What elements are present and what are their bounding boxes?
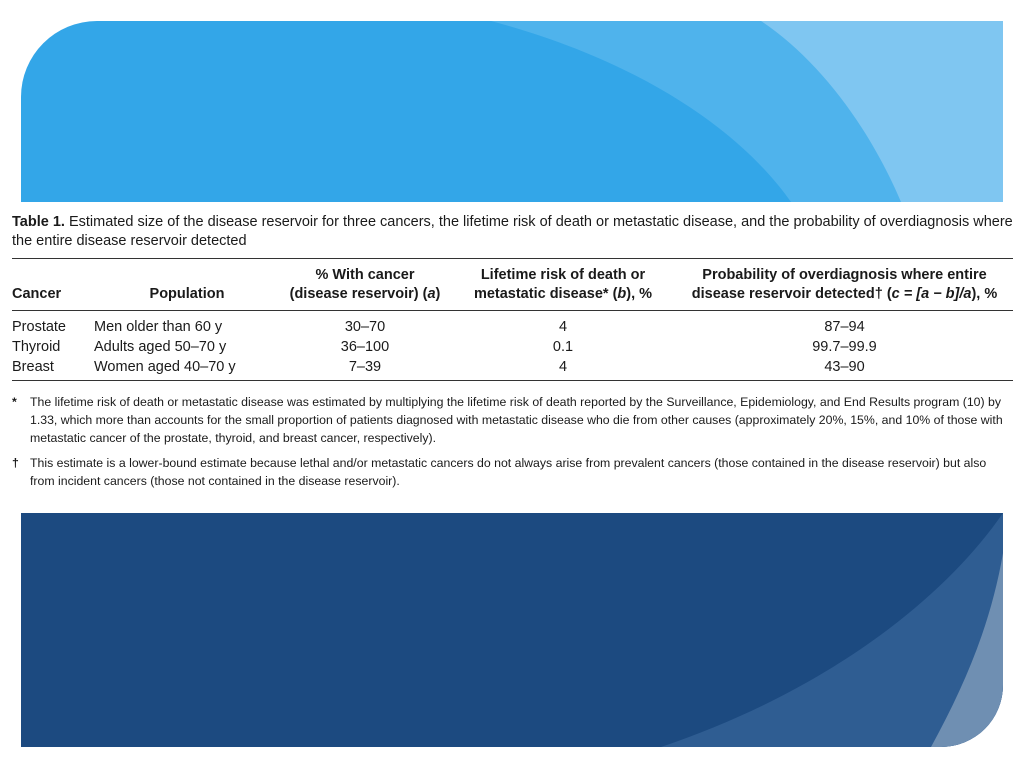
cell-reservoir: 7–39 bbox=[348, 359, 382, 375]
cell-population: Adults aged 50–70 y bbox=[94, 339, 227, 355]
table-row bbox=[12, 357, 1013, 381]
footnote-text: The lifetime risk of death or metastatic disease was estimated by multiplying the lifetime risk of death reported by the Surveillance, Epidemiology, and End Results program (10) by 1.33, which more than accounts for the small proportion of patients diagnosed with metastatic disease who die from other causes (approximately 20%, 15%, and 10% of those with metastatic cancer of the prostate, thyroid, and breast cancer, respectively). bbox=[30, 395, 1003, 445]
header-cancer: Cancer bbox=[12, 286, 62, 302]
table-section bbox=[12, 213, 1014, 497]
cell-risk: 4 bbox=[558, 359, 568, 375]
footnote bbox=[12, 393, 1014, 447]
cell-risk: 4 bbox=[558, 319, 568, 335]
cell-cancer: Thyroid bbox=[12, 339, 61, 355]
cell-probability: 43–90 bbox=[824, 359, 865, 375]
footnote-mark: * bbox=[12, 395, 17, 409]
header-probability bbox=[676, 259, 1013, 311]
cell-risk: 0.1 bbox=[552, 339, 574, 355]
header-prob-line2: disease reservoir detected† ( bbox=[691, 286, 892, 302]
header-risk-var: b bbox=[617, 286, 627, 302]
cell-probability: 87–94 bbox=[824, 319, 865, 335]
table-label: Table 1. bbox=[12, 214, 65, 230]
cell-population: Women aged 40–70 y bbox=[94, 359, 236, 375]
cell-cancer: Breast bbox=[12, 359, 54, 375]
header-prob-end: ), % bbox=[971, 286, 998, 302]
cell-probability: 99.7–99.9 bbox=[812, 339, 877, 355]
table-header-row bbox=[12, 259, 1013, 311]
header-risk-line2: metastatic disease* ( bbox=[473, 286, 618, 302]
header-reservoir-var: a bbox=[427, 286, 436, 302]
header-reservoir bbox=[280, 259, 450, 311]
cell-reservoir: 36–100 bbox=[340, 339, 390, 355]
footnote-text: This estimate is a lower-bound estimate because lethal and/or metastatic cancers do not always arise from prevalent cancers (those contained in the disease reservoir) but also from incident cancers (those not contained in the disease reservoir). bbox=[30, 456, 987, 488]
table-row bbox=[12, 337, 1013, 357]
caption-text: Estimated size of the disease reservoir for three cancers, the lifetime risk of death or metastatic disease, and the probability of overdiagnosis where the entire disease reservoir detected bbox=[12, 214, 1013, 249]
table-footnotes bbox=[12, 393, 1014, 490]
header-risk-end: ), % bbox=[626, 286, 653, 302]
header-reservoir-line2: (disease reservoir) ( bbox=[289, 286, 428, 302]
header-reservoir-line1: % With cancer bbox=[315, 267, 415, 283]
bottom-decorative-banner bbox=[21, 513, 1003, 747]
cell-reservoir: 30–70 bbox=[344, 319, 386, 335]
table-row bbox=[12, 311, 1013, 338]
cell-population: Men older than 60 y bbox=[94, 319, 223, 335]
header-population: Population bbox=[149, 286, 225, 302]
header-risk bbox=[450, 259, 676, 311]
header-prob-line1: Probability of overdiagnosis where entire bbox=[702, 267, 987, 283]
footnote bbox=[12, 454, 1014, 490]
header-prob-formula: c = [a − b]/a bbox=[891, 286, 972, 302]
footnote-mark: † bbox=[12, 456, 19, 470]
disease-reservoir-table bbox=[12, 258, 1013, 381]
top-decorative-banner bbox=[21, 21, 1003, 202]
cell-cancer: Prostate bbox=[12, 319, 66, 335]
header-risk-line1: Lifetime risk of death or bbox=[480, 267, 646, 283]
table-caption bbox=[12, 213, 1014, 251]
header-reservoir-end: ) bbox=[435, 286, 441, 302]
